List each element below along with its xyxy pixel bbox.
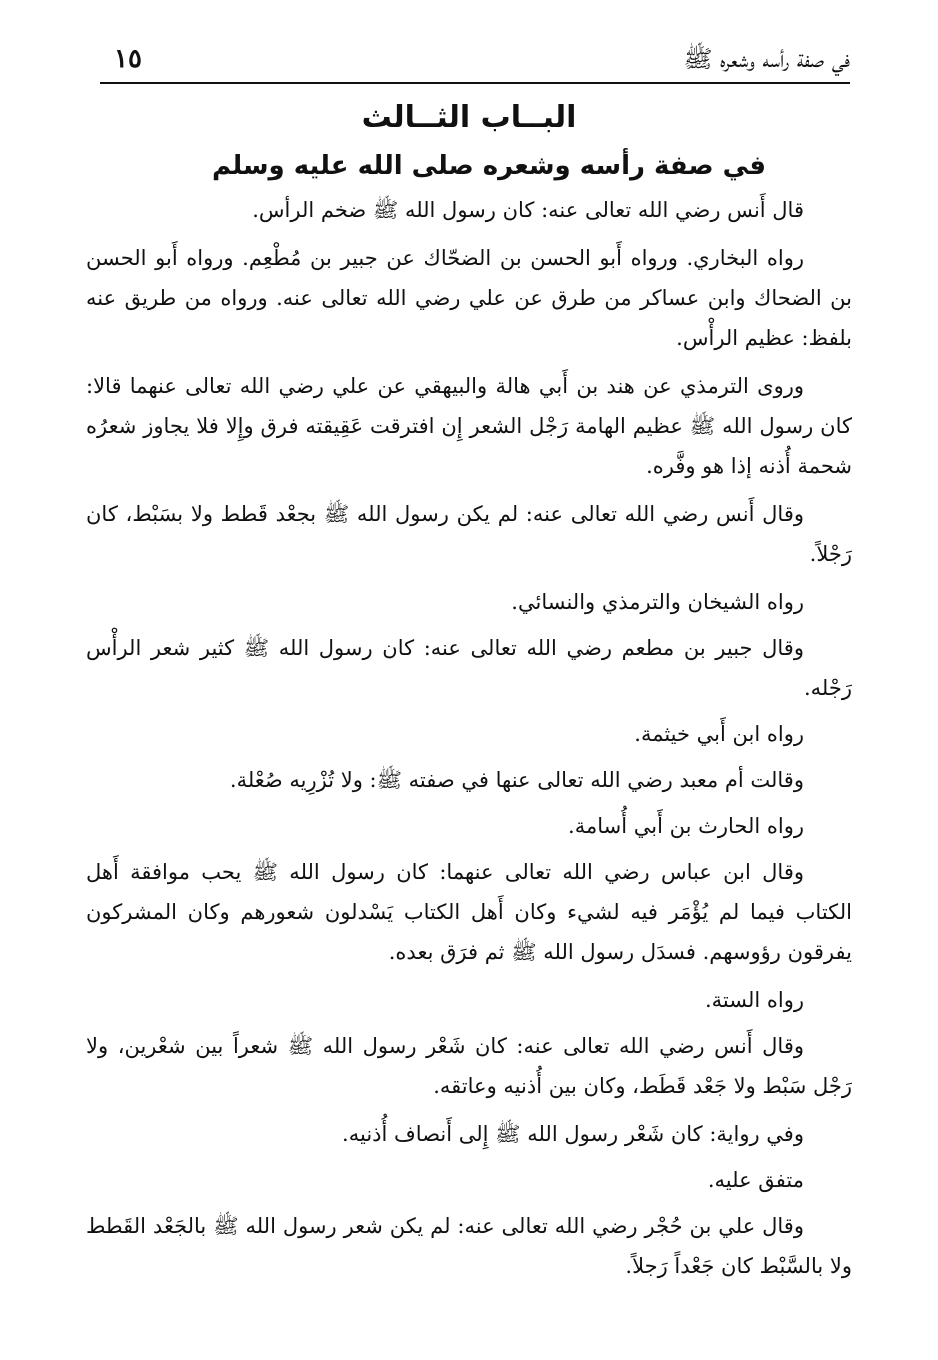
page-number: ١٥	[114, 44, 142, 74]
paragraph: وقال ابن عباس رضي الله تعالى عنهما: كان رسول الله ﷺ يحب موافقة أَهل الكتاب فيما لم يُؤْمَر فيه لشيء وكان أَهل الكتاب يَسْدلون شعورهم وكان المشركون يفرقون رؤوسهم. فسدَل رسول الله ﷺ ثم فرَق بعده.	[86, 860, 852, 964]
paragraph: وقال أَنس رضي الله تعالى عنه: لم يكن رسول الله ﷺ بجعْد قَطط ولا بسَبْط، كان رَجْلاً.	[86, 502, 852, 566]
paragraph: وروى الترمذي عن هند بن أَبي هالة والبيهقي عن علي رضي الله تعالى عنهما قالا: كان رسول الله ﷺ عظيم الهامة رَجْل الشعر إِن افترقت عَقِيقته فرق وإِلا فلا يجاوز شعرُه شحمة أُذنه إذا هو وفَّره.	[86, 374, 852, 478]
page-content	[86, 94, 852, 1320]
paragraph: قال أَنس رضي الله تعالى عنه: كان رسول الله ﷺ ضخم الرأس.	[252, 198, 804, 222]
paragraph: وقال علي بن حُجْر رضي الله تعالى عنه: لم يكن شعر رسول الله ﷺ بالجَعْد القَطط ولا بالسَّبْط كان جَعْداً رَجلاً.	[86, 1214, 852, 1278]
paragraph: رواه الستة.	[704, 988, 804, 1012]
chapter-subtitle: في صفة رأسه وشعره صلى الله عليه وسلم	[211, 151, 767, 181]
paragraph: وقال أَنس رضي الله تعالى عنه: كان شَعْر رسول الله ﷺ شعراً بين شعْرين، ولا رَجْل سَبْط ولا جَعْد قَطَط، وكان بين أُذنيه وعاتقه.	[86, 1034, 852, 1098]
paragraph: رواه البخاري. ورواه أَبو الحسن بن الضحّاك عن جبير بن مُطْعِم. ورواه أَبو الحسن بن الضحاك وابن عساكر من طرق عن علي رضي الله تعالى عنه. ورواه من طريق عنه بلفظ: عظيم الرأْس.	[86, 246, 852, 350]
paragraph: وقال جبير بن مطعم رضي الله تعالى عنه: كان رسول الله ﷺ كثير شعر الرأْس رَجْله.	[86, 636, 852, 700]
paragraph: رواه ابن أَبي خيثمة.	[634, 722, 804, 746]
paragraph: وفي رواية: كان شَعْر رسول الله ﷺ إِلى أَنصاف أُذنيه.	[342, 1122, 804, 1146]
running-header	[100, 40, 850, 84]
paragraph: رواه الشيخان والترمذي والنسائي.	[511, 590, 804, 614]
paragraph: رواه الحارث بن أَبي أُسامة.	[568, 814, 804, 838]
paragraph: متفق عليه.	[707, 1168, 804, 1192]
chapter-title: البــاب الثــالث	[361, 100, 577, 135]
running-title: في صفة رأسه وشعره ﷺ	[683, 45, 850, 73]
paragraph: وقالت أم معبد رضي الله تعالى عنها في صفته ﷺ: ولا تُزْرِيه صُعْلة.	[229, 768, 804, 792]
